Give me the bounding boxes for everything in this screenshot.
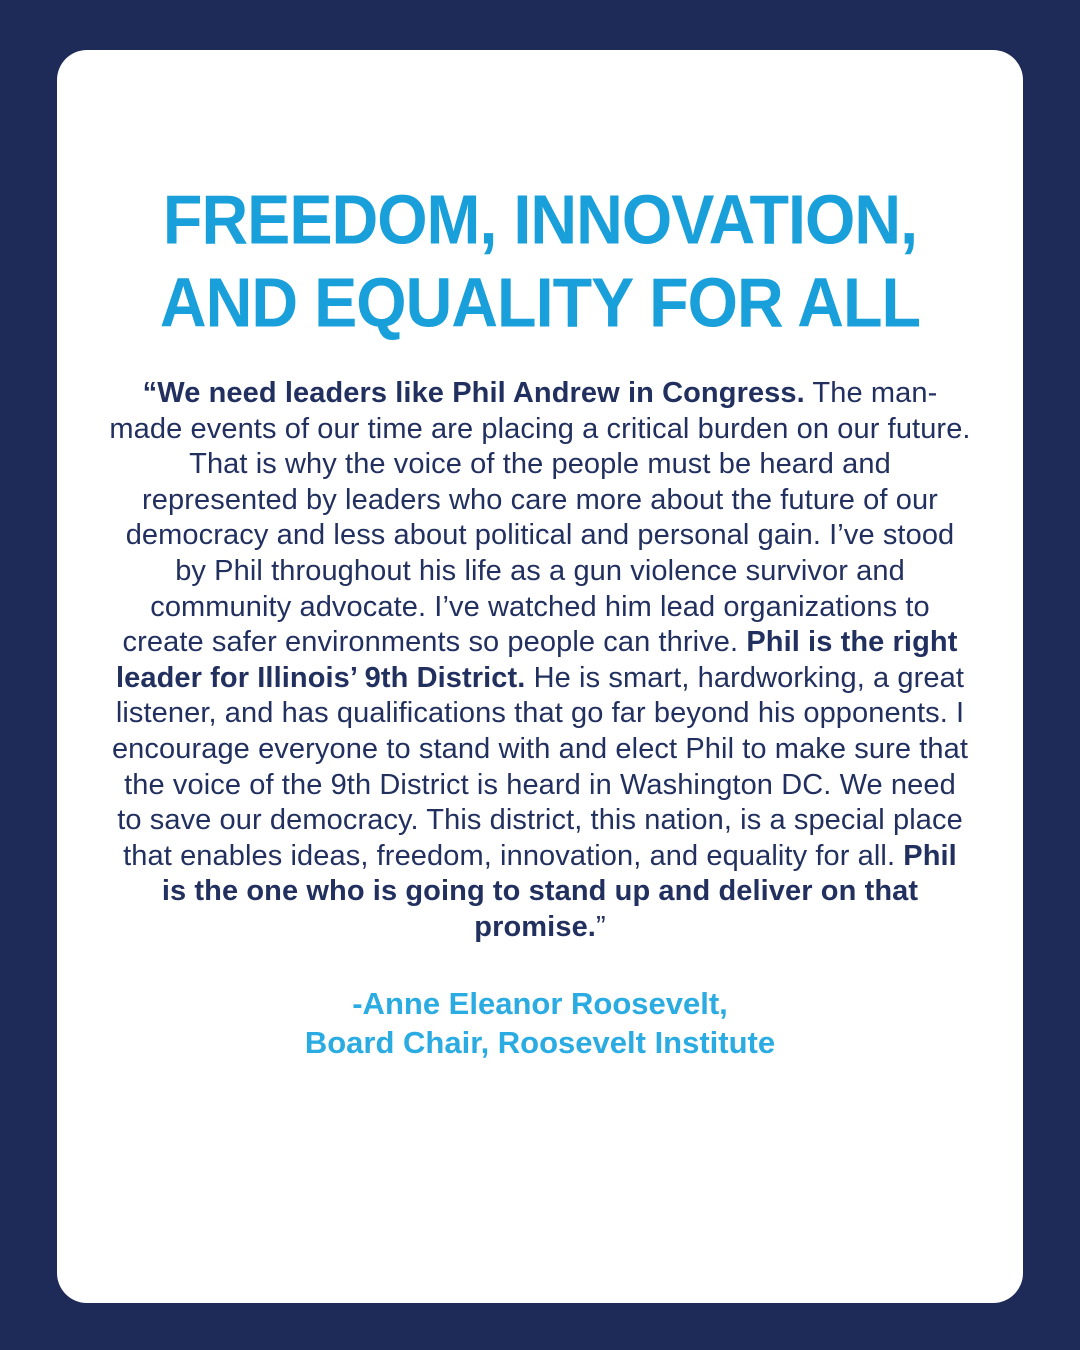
headline-line-1: FREEDOM, INNOVATION,: [162, 180, 918, 259]
close-quote-mark: ”: [595, 910, 606, 943]
quote-segment-regular-2: He is smart, hardworking, a great listener, and has qualifications that go far beyond his opponents. I encourage everyone to stand with and elect Phil to make sure that the voice of the 9th District is heard in Washington DC. We need to save our democracy. This district, this nation, is a special place that enables ideas, freedom, innovation, and equality for all.: [111, 661, 969, 872]
quote-card: [57, 50, 1023, 1303]
quote-segment-bold-2: Phil is the right leader for Illinois’ 9th District.: [115, 626, 958, 694]
endorsement-quote: [109, 376, 971, 946]
open-quote-mark: “: [142, 377, 158, 409]
headline-line-2: AND EQUALITY FOR ALL: [159, 262, 921, 342]
attribution-name: -Anne Eleanor Roosevelt,: [352, 985, 728, 1021]
quote-segment-bold-3: Phil is the one who is going to stand up and deliver on that promise.: [161, 839, 957, 943]
attribution: [103, 984, 977, 1062]
headline: [112, 178, 969, 343]
attribution-title: Board Chair, Roosevelt Institute: [304, 1024, 776, 1060]
quote-segment-bold-1: We need leaders like Phil Andrew in Congress.: [157, 377, 805, 409]
quote-segment-regular-1: The man-made events of our time are placing a critical burden on our future. That is why the voice of the people must be heard and represented by leaders who care more about the future of our democracy and less about political and personal gain. I’ve stood by Phil throughout his life as a gun violence survivor and community advocate. I’ve watched him lead organizations to create safer environments so people can thrive.: [109, 377, 971, 659]
